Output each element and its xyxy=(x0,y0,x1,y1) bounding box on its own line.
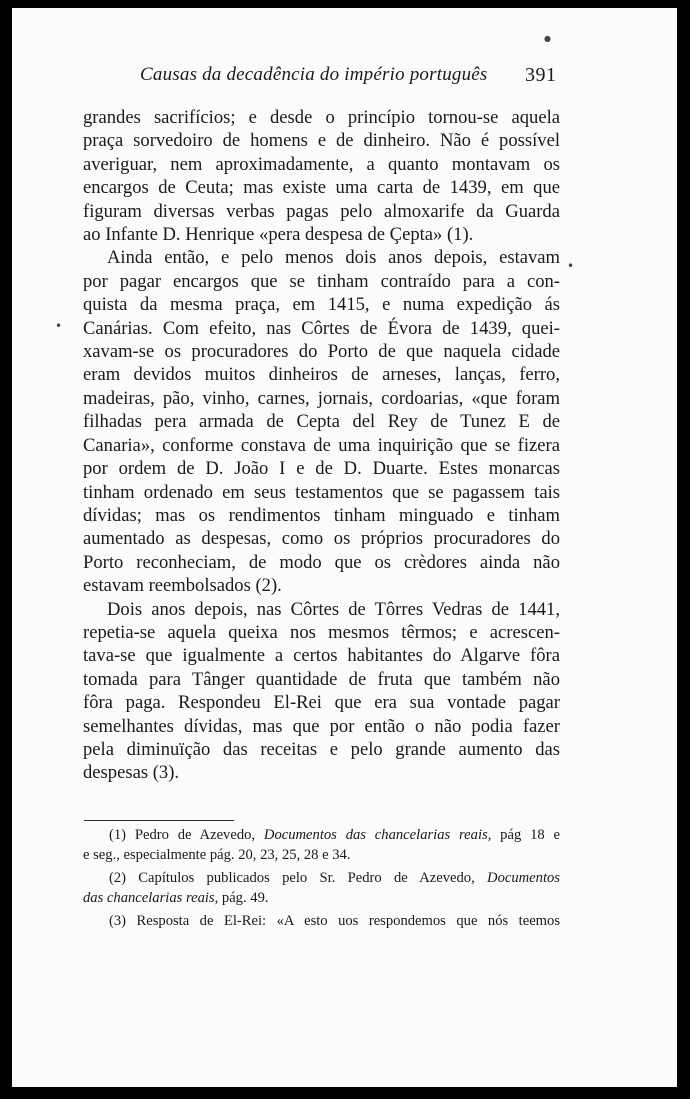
body-text xyxy=(83,106,560,785)
footnote-3: (3) Resposta de El-Rei: «A esto uos respondemos que nós teemos xyxy=(109,913,560,930)
text-line: xavam-se os procuradores do Porto de que naquela cidade xyxy=(83,341,560,363)
text-line: pela diminuïção das receitas e pelo grande aumento das xyxy=(83,738,560,760)
margin-dot-mark: • xyxy=(55,319,63,333)
text-line: encargos de Ceuta; mas existe uma carta de 1439, em que xyxy=(83,177,560,199)
footnote-2-title-cont: das chancelarias reais xyxy=(83,889,215,906)
footnote-1-continuation: e seg., especialmente pág. 20, 23, 25, 28 e 34. xyxy=(83,846,351,863)
footnote-2-pages: , pág. 49. xyxy=(214,889,269,906)
running-head-title: Causas da decadência do império português xyxy=(140,64,488,85)
text-line: eram devidos muitos dinheiros de arneses, lanças, ferro, xyxy=(83,364,560,386)
footnote-2 xyxy=(83,869,560,889)
speck-mark: ● xyxy=(544,34,551,43)
footnote-1 xyxy=(83,826,560,846)
text-line: estavam reembolsados (2). xyxy=(83,575,282,597)
text-line: grandes sacrifícios; e desde o princípio tornou-se aquela xyxy=(83,107,560,128)
text-line: praça sorvedoiro de homens e de dinheiro. Não é possível xyxy=(83,130,560,152)
text-line: ao Infante D. Henrique «pera despesa de Çepta» (1). xyxy=(83,224,474,246)
text-line: quista da mesma praça, em 1415, e numa expedição ás xyxy=(83,294,560,316)
text-line: Porto reconheciam, de modo que os crèdores ainda não xyxy=(83,551,560,573)
text-line: despesas (3). xyxy=(83,762,180,784)
text-line: por ordem de D. João I e de D. Duarte. Estes monarcas xyxy=(83,458,560,480)
text-line: repetia-se aquela queixa nos mesmos têrmos; e acrescen- xyxy=(83,621,560,643)
footnote-divider xyxy=(84,820,234,821)
footnotes xyxy=(83,826,560,932)
text-line: tomada para Tânger quantidade de fruta que também não xyxy=(83,668,560,690)
footnote-1-text: (1) Pedro de Azevedo, xyxy=(109,827,264,843)
text-line: tava-se que igualmente a certos habitantes do Algarve fôra xyxy=(83,645,560,667)
book-page xyxy=(12,8,677,1087)
paragraph-first-line: Ainda então, e pelo menos dois anos depois, estavam xyxy=(107,247,560,269)
page-number: 391 xyxy=(525,64,557,86)
text-line: dívidas; mas os rendimentos tinham minguado e tinham xyxy=(83,504,560,526)
footnote-1-pages: , pág 18 e xyxy=(487,827,560,843)
paragraph-first-line: Dois anos depois, nas Côrtes de Tôrres Vedras de 1441, xyxy=(107,598,560,620)
footnote-2-text: (2) Capítulos publicados pelo Sr. Pedro de Azevedo, xyxy=(109,870,488,887)
footnote-2-continuation xyxy=(83,889,560,909)
text-line: semelhantes dívidas, mas que por então o não podia fazer xyxy=(83,715,560,737)
text-line: madeiras, pão, vinho, carnes, jornais, cordoarias, «que foram xyxy=(83,387,560,409)
text-line: fôra paga. Respondeu El-Rei que era sua vontade pagar xyxy=(83,692,560,714)
text-line: averiguar, nem aproximadamente, a quanto montavam os xyxy=(83,153,560,175)
text-line: por pagar encargos que se tinham contraído para a con- xyxy=(83,270,560,292)
text-line: figuram diversas verbas pagas pelo almoxarife da Guarda xyxy=(83,200,560,222)
footnote-2-title: Documentos xyxy=(487,870,560,887)
text-line: tinham ordenado em seus testamentos que se pagassem tais xyxy=(83,481,560,503)
footnote-1-title: Documentos das chancelarias reais xyxy=(263,827,488,843)
text-line: aumentado as despesas, como os próprios procuradores do xyxy=(83,528,560,550)
margin-bullet-mark: • xyxy=(567,259,575,273)
text-line: Canárias. Com efeito, nas Côrtes de Évora de 1439, quei- xyxy=(83,317,560,339)
text-line: Canaria», conforme constava de uma inquirição que se fizera xyxy=(83,434,560,456)
text-line: filhadas pera armada de Cepta del Rey de Tunez E de xyxy=(83,411,560,433)
